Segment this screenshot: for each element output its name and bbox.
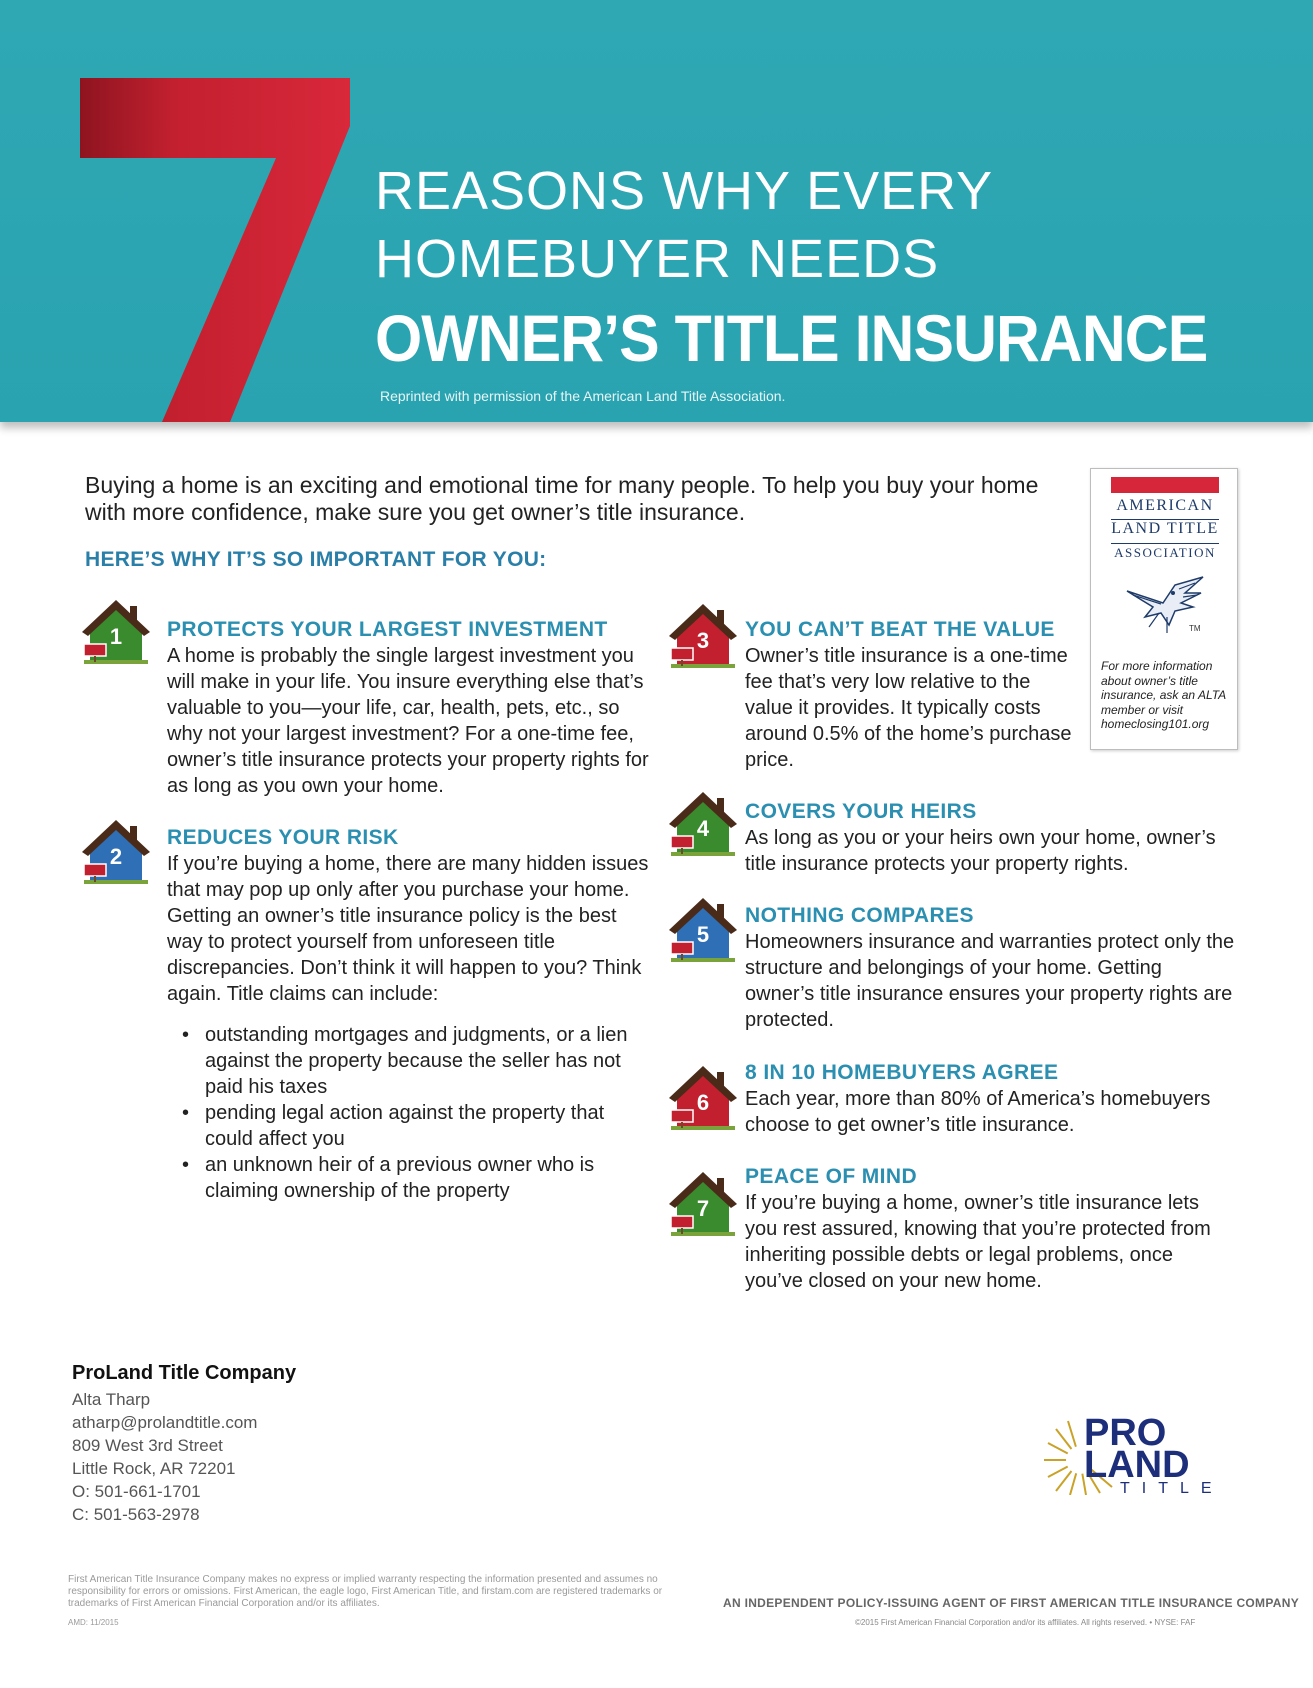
headline-line-1: REASONS WHY EVERY [375, 161, 994, 221]
big-seven-graphic [80, 78, 360, 422]
contact-office-phone: O: 501-661-1701 [72, 1482, 201, 1501]
house-icon [667, 604, 739, 670]
house-number: 5 [696, 922, 710, 947]
house-number: 2 [109, 844, 123, 869]
house-icon [80, 820, 152, 886]
reason-body: If you’re buying a home, there are many hidden issues that may pop up only after you purchase your home. Getting an owner’s title insurance policy is the best way to protect yourself from unforeseen title discrepancies. Don’t think it will happen to you? Think again. Title claims can include: [167, 853, 649, 1005]
header-banner [0, 0, 1313, 422]
house-icon [667, 1066, 739, 1132]
alta-trademark: TM [1189, 624, 1201, 633]
house-icon [667, 1172, 739, 1238]
reason-title: 8 IN 10 HOMEBUYERS AGREE [745, 1061, 1059, 1084]
disclaimer-text: First American Title Insurance Company makes no express or implied warranty respecting the information presented and assumes no responsibility for errors or omissions. First American, the eagle logo, First American Title, and firstam.com are registered trademarks or trademarks of First American Financial Corporation and/or its affiliates. [68, 1574, 663, 1609]
house-number: 1 [109, 624, 123, 649]
alta-more-info: For more information about owner’s title insurance, ask an ALTA member or visit homeclosing101.org [1101, 659, 1226, 731]
reason-title: PROTECTS YOUR LARGEST INVESTMENT [167, 618, 608, 641]
reason-title: COVERS YOUR HEIRS [745, 800, 977, 823]
list-item: • outstanding mortgages and judgments, or a lien against the property because the seller has not paid his taxes [180, 1022, 655, 1100]
logo-pro-text: PRO [1084, 1412, 1167, 1454]
reason-body: Each year, more than 80% of America’s homebuyers choose to get owner’s title insurance. [745, 1088, 1211, 1136]
contact-name: Alta Tharp [72, 1390, 151, 1409]
reason-body: As long as you or your heirs own your home, owner’s title insurance protects your property rights. [745, 827, 1216, 875]
house-icon [667, 792, 739, 858]
headline-line-2: HOMEBUYER NEEDS [375, 229, 940, 289]
logo-land-text: LAND [1084, 1444, 1190, 1486]
reason-title: PEACE OF MIND [745, 1165, 918, 1188]
contact-street: 809 West 3rd Street [72, 1436, 223, 1455]
alta-name-line-3: ASSOCIATION [1114, 545, 1216, 560]
house-number: 7 [696, 1196, 710, 1221]
proland-title-logo [1040, 1405, 1225, 1495]
alta-name-line-2: LAND TITLE [1111, 520, 1219, 537]
house-icon [667, 898, 739, 964]
reason-title: NOTHING COMPARES [745, 904, 974, 927]
reason-body: If you’re buying a home, owner’s title insurance lets you rest assured, knowing that you’re protected from inheriting possible debts or legal problems, once you’ve closed on your new home. [745, 1192, 1211, 1292]
alta-divider [1111, 543, 1219, 544]
reason-body: Homeowners insurance and warranties protect only the structure and belongings of your home. Getting owner’s title insurance ensures your property rights are protected. [745, 931, 1235, 1031]
alta-red-bar [1111, 477, 1219, 493]
reprint-credit: Reprinted with permission of the American Land Title Association. [380, 388, 786, 404]
document-code: AMD: 11/2015 [68, 1618, 119, 1627]
copyright-text: ©2015 First American Financial Corporation and/or its affiliates. All rights reserved. • NYSE: FAF [855, 1618, 1196, 1627]
logo-title-text: TITLE [1120, 1480, 1224, 1495]
contact-city: Little Rock, AR 72201 [72, 1459, 236, 1478]
house-icon [80, 600, 152, 666]
contact-email[interactable]: atharp@prolandtitle.com [72, 1413, 258, 1432]
list-item: • an unknown heir of a previous owner who is claiming ownership of the property [180, 1152, 655, 1204]
company-name: ProLand Title Company [72, 1362, 297, 1384]
title-claims-list [180, 1022, 655, 1204]
reason-body: Owner’s title insurance is a one-time fee that’s very low relative to the value it provides. It typically costs around 0.5% of the home’s purchase price. [745, 645, 1072, 771]
house-number: 4 [696, 816, 710, 841]
contact-cell-phone: C: 501-563-2978 [72, 1505, 200, 1524]
house-number: 3 [696, 628, 710, 653]
list-item: • pending legal action against the property that could affect you [180, 1100, 655, 1152]
alta-info-box [1090, 468, 1238, 750]
reason-body: A home is probably the single largest investment you will make in your life. You insure everything else that’s valuable to you—your life, car, health, pets, etc., so why not your largest investment? For a one-time fee, owner’s title insurance protects your property rights for as long as you own your home. [167, 645, 649, 797]
section-subheading: HERE’S WHY IT’S SO IMPORTANT FOR YOU: [85, 548, 547, 571]
intro-paragraph: Buying a home is an exciting and emotional time for many people. To help you buy your home with more confidence, make sure you get owner’s title insurance. [85, 472, 1039, 525]
reason-title: REDUCES YOUR RISK [167, 826, 399, 849]
reason-title: YOU CAN’T BEAT THE VALUE [745, 618, 1055, 641]
alta-name-line-1: AMERICAN [1116, 497, 1214, 514]
agent-statement: AN INDEPENDENT POLICY-ISSUING AGENT OF FIRST AMERICAN TITLE INSURANCE COMPANY [723, 1596, 1300, 1610]
house-number: 6 [696, 1090, 710, 1115]
headline-line-3: OWNER’S TITLE INSURANCE [375, 301, 1208, 375]
